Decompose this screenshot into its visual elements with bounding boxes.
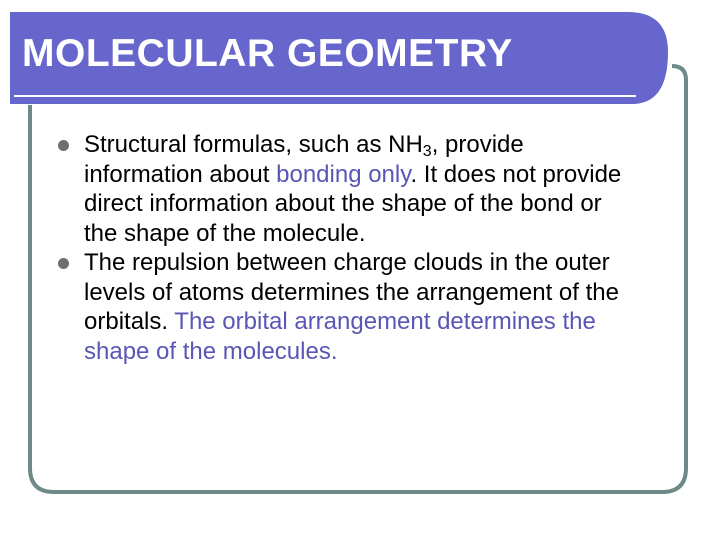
bullet-item-1 — [58, 130, 638, 248]
bullet-1-text-c: . It does not provide direct information about the shape of the bond or the shape of the molecule. — [84, 160, 622, 247]
bullet-2-highlight: The orbital arrangement determines the shape of the molecules. — [84, 308, 596, 365]
bullet-1-subscript: 3 — [422, 143, 432, 160]
slide-title: MOLECULAR GEOMETRY — [22, 32, 513, 75]
bullet-1-highlight: bonding only — [276, 160, 411, 188]
bullet-dot-icon — [58, 258, 69, 269]
bullet-dot-icon — [58, 140, 69, 151]
bullet-item-2 — [58, 248, 638, 366]
bullet-2-text-a: The repulsion between charge clouds in the outer levels of atoms determines the arrangement of the orbitals. — [84, 249, 619, 335]
slide-content — [58, 130, 638, 366]
bullet-1-text-a: Structural formulas, such as NH — [84, 131, 423, 158]
bullet-1-text-b: , provide information about — [84, 131, 524, 188]
